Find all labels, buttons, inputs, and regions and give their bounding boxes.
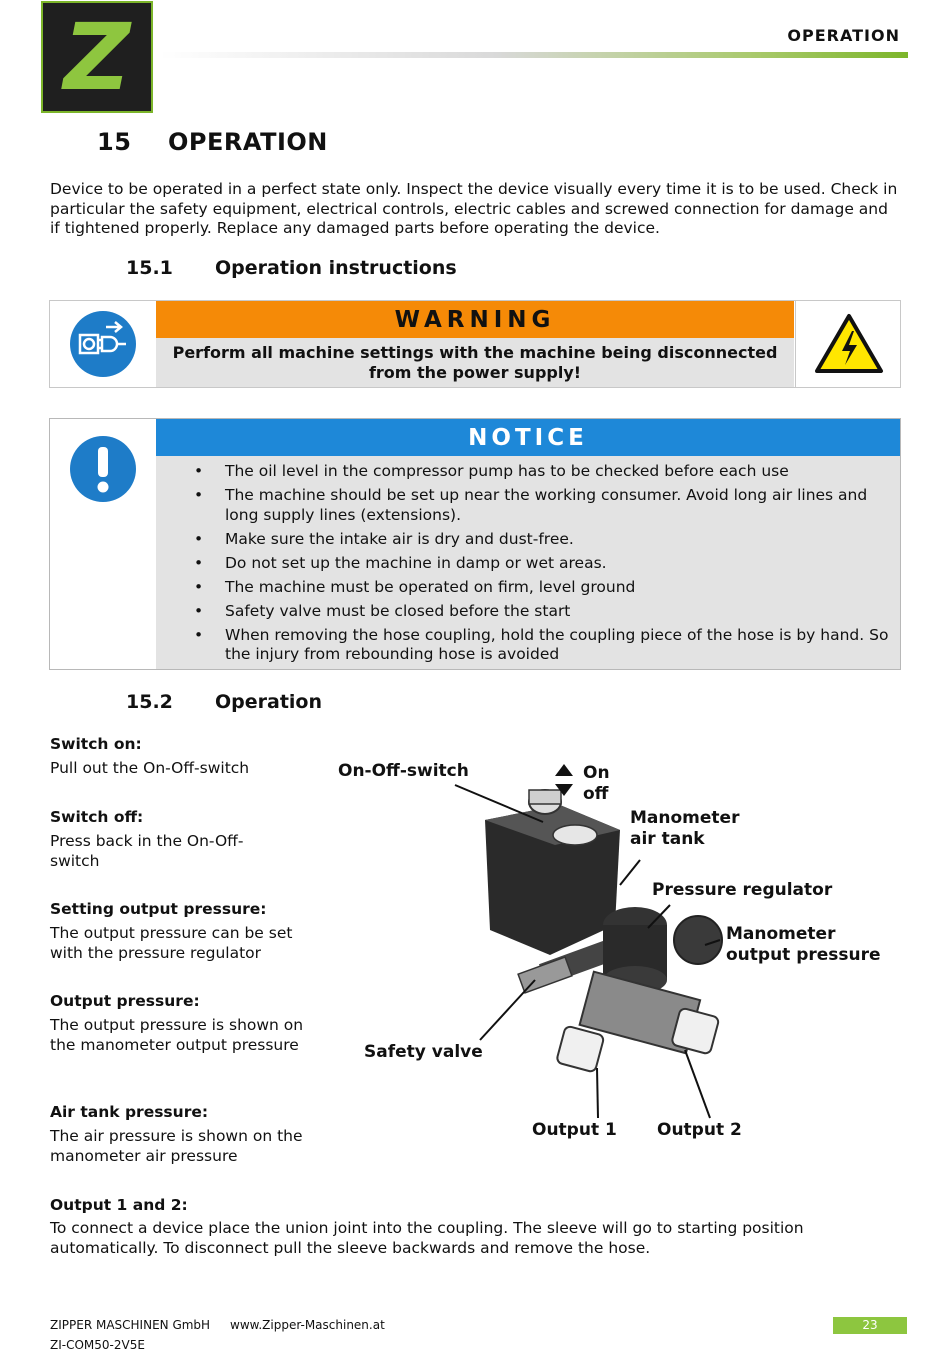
step-text-switch-on: Pull out the On-Off-switch: [50, 759, 250, 777]
page-number: 23: [833, 1317, 907, 1334]
label-on-off-switch: On-Off-switch: [338, 761, 469, 781]
notice-item: • When removing the hose coupling, hold the coupling piece of the hose is by hand. So the injury from rebounding hose is avoided: [188, 626, 893, 665]
notice-item: • The machine must be operated on firm, level ground: [188, 578, 893, 598]
warning-left-icon-cell: [50, 301, 156, 387]
output-label: Output 1 and 2:: [50, 1196, 188, 1214]
warning-text: Perform all machine settings with the machine being disconnected from the power supply!: [156, 338, 794, 387]
section-title-text: OPERATION: [168, 128, 328, 156]
step-label-switch-off: Switch off:: [50, 808, 144, 826]
step-text-output-pressure: The output pressure is shown on the manometer output pressure: [50, 1016, 304, 1054]
notice-item: • Make sure the intake air is dry and dust-free.: [188, 530, 893, 550]
warning-right-icon-cell: [795, 301, 901, 387]
label-manometer-output: Manometer output pressure: [726, 924, 881, 965]
high-voltage-icon: [814, 313, 884, 375]
notice-item: • The oil level in the compressor pump has to be checked before each use: [188, 462, 893, 482]
step-text-switch-off: Press back in the On-Off-switch: [50, 832, 244, 870]
pressure-switch-diagram: [330, 750, 900, 1160]
step-label-setting-pressure: Setting output pressure:: [50, 900, 267, 918]
step-text-air-tank: The air pressure is shown on the manometer air pressure: [50, 1127, 303, 1165]
notice-heading: NOTICE: [156, 419, 900, 456]
section-number: 15: [97, 128, 132, 156]
logo-letter: Z: [63, 3, 131, 111]
header-title: OPERATION: [787, 26, 900, 45]
notice-left-icon-cell: [50, 419, 156, 519]
label-safety-valve: Safety valve: [364, 1042, 483, 1062]
notice-item: • Do not set up the machine in damp or wet areas.: [188, 554, 893, 574]
label-output-2: Output 2: [657, 1120, 742, 1140]
notice-item: • The machine should be set up near the working consumer. Avoid long air lines and long supply lines (extensions).: [188, 486, 893, 525]
footer-website: www.Zipper-Maschinen.at: [230, 1318, 385, 1332]
label-off: off: [583, 784, 609, 804]
subsection-number-1: 15.1: [126, 257, 173, 279]
step-text-setting-pressure: The output pressure can be set with the pressure regulator: [50, 924, 293, 962]
notice-list: [188, 462, 893, 669]
label-on: On: [583, 763, 610, 783]
exclamation-icon: [69, 435, 137, 503]
footer-model: ZI-COM50-2V5E: [50, 1338, 145, 1352]
footer-company: ZIPPER MASCHINEN GmbH: [50, 1318, 211, 1332]
company-logo: [41, 1, 153, 113]
step-label-switch-on: Switch on:: [50, 735, 142, 753]
subsection-number-2: 15.2: [126, 691, 173, 713]
label-output-1: Output 1: [532, 1120, 617, 1140]
header-divider: [160, 52, 908, 58]
warning-heading: WARNING: [156, 301, 794, 338]
step-label-output-pressure: Output pressure:: [50, 992, 200, 1010]
step-label-air-tank: Air tank pressure:: [50, 1103, 209, 1121]
subsection-title-text-2: Operation: [215, 691, 323, 713]
label-pressure-regulator: Pressure regulator: [652, 880, 833, 900]
notice-item: • Safety valve must be closed before the start: [188, 602, 893, 622]
disconnect-plug-icon: [68, 309, 138, 379]
subsection-title-2: [126, 691, 322, 713]
subsection-title-1: [126, 257, 457, 279]
intro-paragraph: Device to be operated in a perfect state only. Inspect the device visually every time it is to be used. Check in particular the safety equipment, electrical controls, electric cables and screwed connection for damage and if tightened properly. Replace any damaged parts before operating the device.: [50, 180, 898, 237]
subsection-title-text-1: Operation instructions: [215, 257, 457, 279]
output-text: To connect a device place the union joint into the coupling. The sleeve will go to starting position automatically. To disconnect pull the sleeve backwards and remove the hose.: [50, 1219, 804, 1257]
section-title: [97, 128, 328, 156]
label-manometer-air-tank: Manometer air tank: [630, 808, 740, 849]
